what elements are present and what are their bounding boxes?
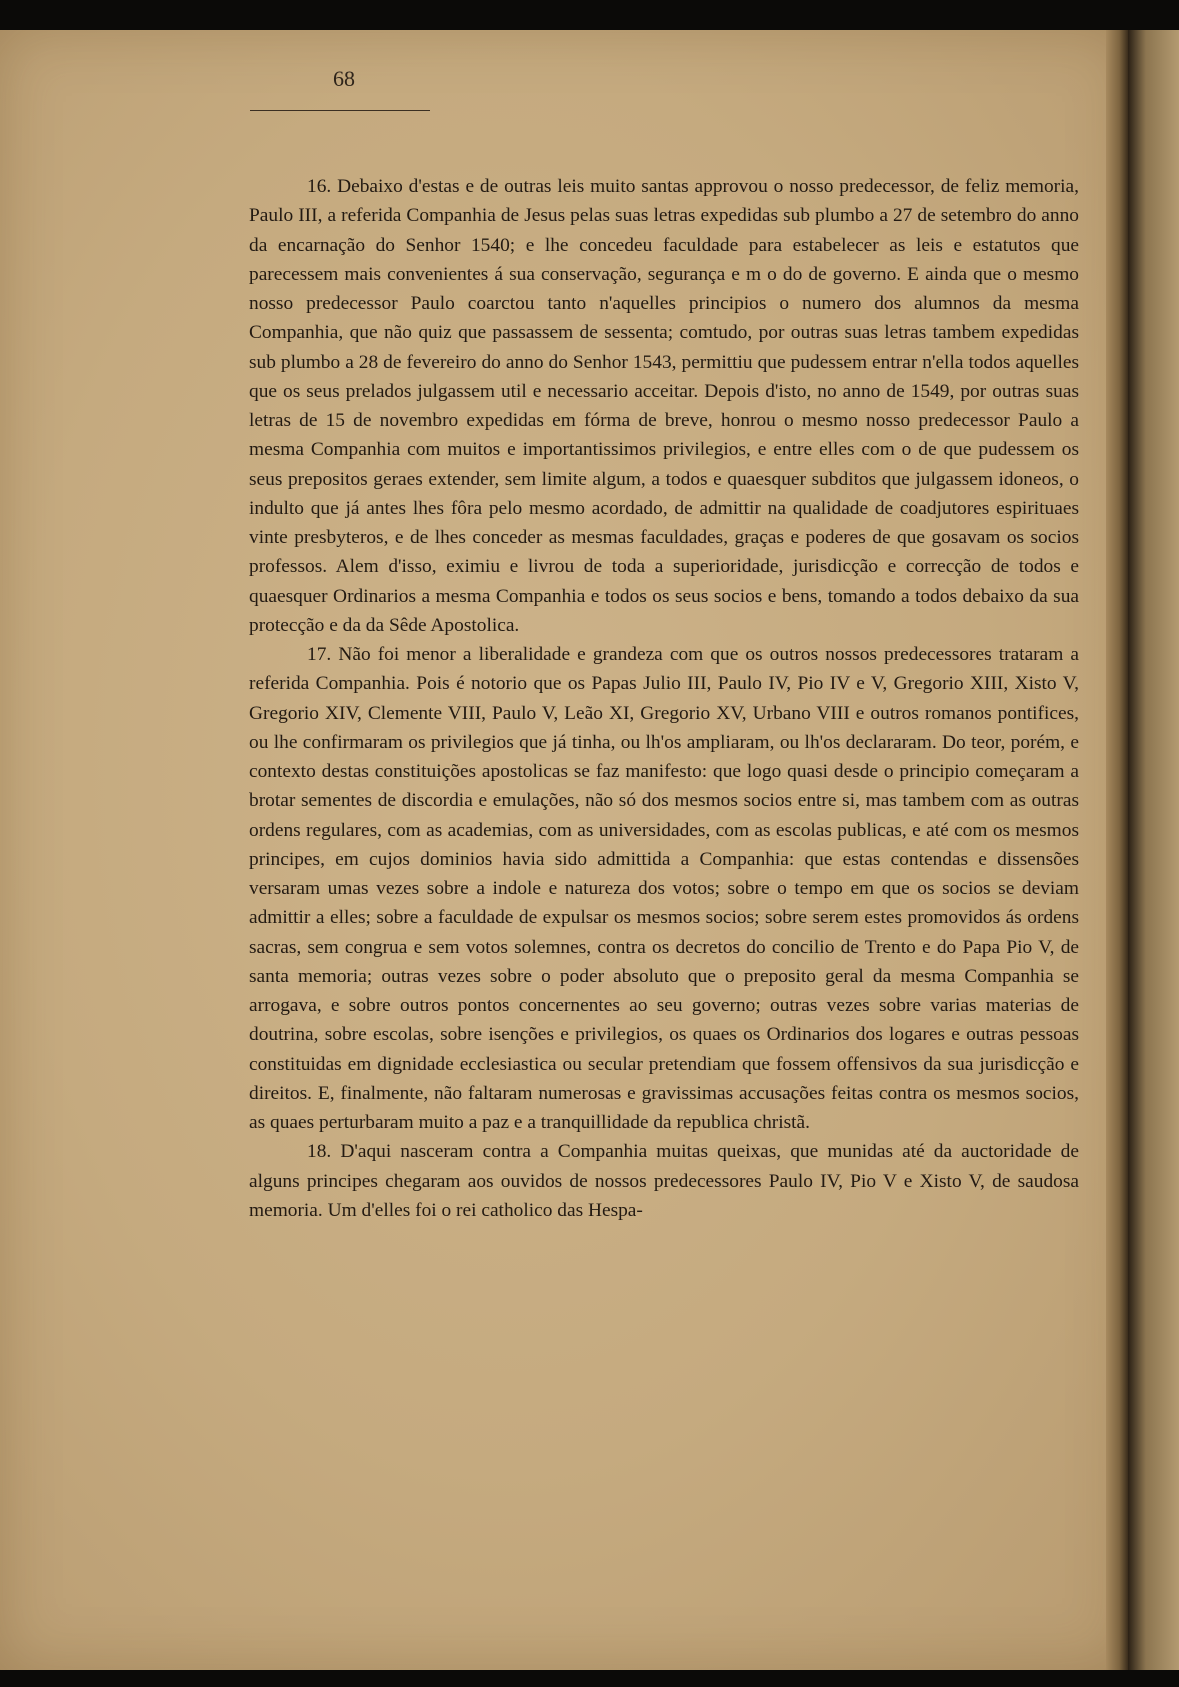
paragraph-number: 16. xyxy=(307,176,332,197)
paragraph-17 xyxy=(249,640,1079,1137)
paragraph-18 xyxy=(249,1137,1079,1225)
paragraph-text: Debaixo d'estas e de outras leis muito santas approvou o nosso predecessor, de feliz memoria, Paulo III, a referida Companhia de Jesus pelas suas letras expedidas sub plumbo a 27 de setembro do anno da encarnação do Senhor 1540; e lhe concedeu faculdade para estabelecer as leis e estatutos que parecessem mais convenientes á sua conservação, segurança e m o do de governo. E ainda que o mesmo nosso predecessor Paulo coarctou tanto n'aquelles principios o numero dos alumnos da mesma Companhia, que não quiz que passassem de sessenta; comtudo, por outras suas letras tambem expedidas sub plumbo a 28 de fevereiro do anno do Senhor 1543, permittiu que pudessem entrar n'ella todos aquelles que os seus prelados julgassem util e necessario acceitar. Depois d'isto, no anno de 1549, por outras suas letras de 15 de novembro expedidas em fórma de breve, honrou o mesmo nosso predecessor Paulo a mesma Companhia com muitos e importantissimos privilegios, e entre elles com o de que pudessem os seus prepositos geraes extender, sem limite algum, a todos e quaesquer subditos que julgassem idoneos, o indulto que já antes lhes fôra pelo mesmo acordado, de admittir na qualidade de coadjutores espirituaes vinte presbyteros, e de lhes conceder as mesmas faculdades, graças e poderes de que gosavam os socios professos. Alem d'isso, eximiu e livrou de toda a superioridade, jurisdicção e correcção de todos e quaesquer Ordinarios a mesma Companhia e todos os seus socios e bens, tomando a todos debaixo da sua protecção e da da Sêde Apostolica. xyxy=(249,176,1079,636)
paragraph-number: 18. xyxy=(307,1141,332,1163)
header-rule xyxy=(250,110,430,111)
page-gutter xyxy=(1106,30,1128,1670)
page-number: 68 xyxy=(333,66,355,91)
body-text xyxy=(249,172,1079,1225)
paragraph-16 xyxy=(249,172,1079,640)
paragraph-text: Não foi menor a liberalidade e grandeza com que os outros nossos predecessores trataram a referida Companhia. Pois é notorio que os Papas Julio III, Paulo IV, Pio IV e V, Gregorio XIII, Xisto V, Gregorio XIV, Clemente VIII, Paulo V, Leão XI, Gregorio XV, Urbano VIII e outros romanos pontifices, ou lhe confirmaram os privilegios que já tinha, ou lh'os ampliaram, ou lh'os declararam. Do teor, porém, e contexto destas constituições apostolicas se faz manifesto: que logo quasi desde o principio começaram a brotar sementes de discordia e emulações, não só dos mesmos socios entre si, mas tambem com as outras ordens regulares, com as academias, com as universidades, com as escolas publicas, e até com os mesmos principes, em cujos dominios havia sido admittida a Companhia: que estas contendas e dissensões versaram umas vezes sobre a indole e natureza dos votos; sobre o tempo em que os socios se deviam admittir a elles; sobre a faculdade de expulsar os mesmos socios; sobre serem estes promovidos ás ordens sacras, sem congrua e sem votos solemnes, contra os decretos do concilio de Trento e do Papa Pio V, de santa memoria; outras vezes sobre o poder absoluto que o preposito geral da mesma Companhia se arrogava, e sobre outros pontos concernentes ao seu governo; outras vezes sobre varias materias de doutrina, sobre escolas, sobre isenções e privilegios, os quaes os Ordinarios dos logares e outras pessoas constituidas em dignidade ecclesiastica ou secular pretendiam que fossem offensivos da sua jurisdicção e direitos. E, finalmente, não faltaram numerosas e gravissimas accusações feitas contra os mesmos socios, as quaes perturbaram muito a paz e a tranquillidade da republica christã. xyxy=(249,644,1079,1133)
adjacent-page-edge xyxy=(1128,30,1179,1670)
paragraph-text: D'aqui nasceram contra a Companhia muitas queixas, que munidas até da auctoridade de alguns principes chegaram aos ouvidos de nossos predecessores Paulo IV, Pio V e Xisto V, de saudosa memoria. Um d'elles foi o rei catholico das Hespa- xyxy=(249,1141,1079,1221)
paragraph-number: 17. xyxy=(307,644,332,665)
